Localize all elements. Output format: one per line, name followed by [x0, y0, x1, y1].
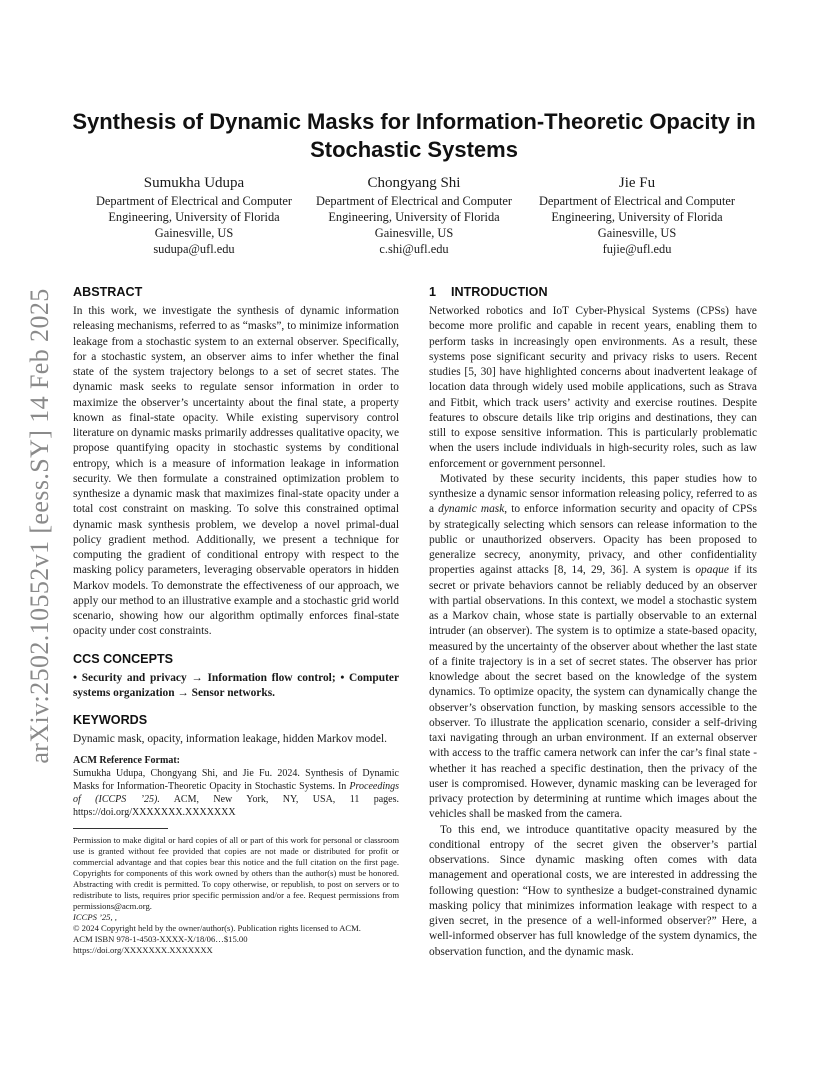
author-block-3 — [525, 174, 749, 257]
intro-paragraph-2 — [429, 472, 757, 823]
acm-reference-part: ACM, New York, NY, USA, 11 pages. https://doi.org/XXXXXXX.XXXXXXX — [73, 794, 400, 819]
author-affiliation: Department of Electrical and Computer Engineering, University of Florida — [95, 194, 293, 224]
author-block-2 — [302, 174, 526, 257]
keywords-heading: KEYWORDS — [73, 713, 148, 727]
acm-reference-text — [73, 767, 399, 819]
venue-text: ICCPS ’25, , — [73, 912, 117, 923]
copyright-line: © 2024 Copyright held by the owner/author(s). Publication rights licensed to ACM. — [73, 923, 361, 934]
permission-notice: Permission to make digital or hard copies of all or part of this work for personal or classroom use is granted without fee provided that copies are not made or distributed for profit or commercial advantage and that copies bear this notice and the full citation on the first page. Copyrights for components of this work owned by others than the author(s) must be honored. Abstracting with credit is permitted. To copy otherwise, or republish, to post on servers or to redistribute to lists, requires prior specific permission and/or a fee. Request permissions from permissions@acm.org. — [73, 835, 399, 912]
ccs-heading: CCS CONCEPTS — [73, 651, 174, 666]
venue-line — [73, 912, 399, 923]
left-column — [73, 284, 399, 956]
section-number: 1 — [429, 285, 437, 299]
intro-paragraph-3: To this end, we introduce quantitative opacity measured by the conditional entropy of the secret given the observer’s partial observations. Since dynamic masking often comes with data management and operational costs, we are interested in addressing the following question: “How to synthesize a budget-constrained dynamic masking policy that minimizes information leakage with respect to a given secret, in the presence of a well-informed observer?” Here, a well-informed observer has full knowledge of the system dynamics, the observation function, and the dynamic mask. — [429, 823, 757, 958]
abstract-text: In this work, we investigate the synthesis of dynamic information releasing mechanisms, referred to as “masks”, to minimize information leakage from a stochastic system to an external observer. Specifically, for a stochastic system, an observer aims to infer whether the final state of the system trajectory belongs to a set of secret states. The dynamic mask seeks to regulate sensor information in order to maximize the observer’s uncertainty about the final state, a property known as final-state opacity. While existing supervisory control literature on dynamic masks primarily addresses qualitative opacity, we propose quantifying opacity in stochastic systems by conditional entropy, which is a measure of information leakage in information security. We then formulate a constrained optimization problem to synthesize a dynamic mask that maximizes final-state opacity under a total cost constraint on masking. To solve this constrained optimal dynamic mask synthesis problem, we develop a novel primal-dual policy gradient method. Additionally, we present a technique for computing the gradient of conditional entropy with respect to the masking policy parameters, leveraging observable operators in hidden Markov models. To demonstrate the effectiveness of our approach, we apply our method to an illustrative example and a stochastic grid world scenario, showing how our algorithm optimally enforces final-state opacity under cost constraints. — [73, 305, 400, 638]
footnote-divider — [73, 828, 168, 829]
author-affiliation: Department of Electrical and Computer Engineering, University of Florida — [315, 194, 513, 224]
intro-emphasis: opaque — [695, 564, 729, 577]
author-location: Gainesville, US — [597, 226, 677, 240]
permission-block — [73, 835, 399, 956]
intro-paragraph-1: Networked robotics and IoT Cyber-Physical Systems (CPSs) have become more prolific and capable in recent years, enabling them to perform tasks in increasingly open environments. As a result, these systems pose significant security and privacy risks to users. Recent studies [5, 30] have highlighted concerns about inadvertent leakage of location data through widely used mobile applications, such as Strava and Fitbit, which track users’ activity and exercise routines. Despite features to obscure details like trip origins and destinations, they can still to expose sensitive information. This is particularly problematic when the users include individuals in high-security roles, such as law enforcement or government personnel. — [429, 305, 757, 470]
intro-emphasis: dynamic mask — [438, 503, 505, 516]
section-title: INTRODUCTION — [451, 285, 548, 299]
arxiv-stamp — [8, 268, 72, 783]
acm-reference-proceedings: Proceedings of (ICCPS ’25). — [73, 781, 399, 806]
author-name: Sumukha Udupa — [143, 175, 245, 191]
author-block-1 — [82, 174, 306, 257]
intro-text: Motivated by these security incidents, this paper studies how to synthesize a dynamic sensor information releasing policy, referred to as a — [429, 472, 757, 516]
acm-reference-part: Sumukha Udupa, Chongyang Shi, and Jie Fu. 2024. Synthesis of Dynamic Masks for Information-Theoretic Opacity in Stochastic Systems. In — [73, 768, 399, 793]
abstract-heading: ABSTRACT — [73, 285, 143, 299]
author-email[interactable]: fujie@ufl.edu — [602, 242, 672, 256]
arxiv-identifier: arXiv:2502.10552v1 [eess.SY] 14 Feb 2025 — [25, 287, 54, 764]
intro-text: if its secret or private behaviors cannot be reliably deduced by an observer with partial observations. In this context, we model a stochastic system as a Markov chain, whose state is partially observable to an external intruder (an observer). The system is to optimize a state-based opacity, measured by the uncertainty of the observer about whether the last state of a finite trajectory is in a set of secret states. The observer has prior knowledge about the secret based on the knowledge of the system dynamics. To optimize opacity, the system can dynamically change the observer’s observation function, by masking sensors accessible to the observer. To illustrate the application scenario, consider a self-driving taxi navigating through an urban environment. If an external observer with access to the traffic camera network can infer the car’s final state - whether it has reached a specific destination, then the privacy of the user is compromised. However, dynamic masking can be leveraged for privacy protection by determining at runtime which images about the vehicles shall be masked from the camera. — [429, 564, 757, 821]
author-location: Gainesville, US — [154, 226, 234, 240]
ccs-concepts-text: • Security and privacy → Information flow control; • Computer systems organization → Sensor networks. — [73, 671, 399, 699]
keywords-text: Dynamic mask, opacity, information leakage, hidden Markov model. — [73, 733, 387, 745]
isbn-line: ACM ISBN 978-1-4503-XXXX-X/18/06…$15.00 — [73, 934, 248, 945]
author-email[interactable]: c.shi@ufl.edu — [379, 242, 449, 256]
right-column — [429, 284, 757, 960]
introduction-heading — [429, 284, 757, 300]
author-location: Gainesville, US — [374, 226, 454, 240]
paper-title: Synthesis of Dynamic Masks for Information-Theoretic Opacity in Stochastic Systems — [72, 109, 756, 162]
author-name: Chongyang Shi — [367, 175, 461, 191]
author-name: Jie Fu — [618, 175, 656, 191]
author-affiliation: Department of Electrical and Computer Engineering, University of Florida — [538, 194, 736, 224]
intro-text: , to enforce information security and opacity of CPSs by strategically selecting which sensors can release information to the public or unauthorized observers. Opacity has been proposed to generalize secrecy, anonymity, privacy, and other confidentiality properties against attacks [8, 14, 29, 36]. A system is — [429, 503, 757, 577]
author-email[interactable]: sudupa@ufl.edu — [153, 242, 235, 256]
acm-reference-heading: ACM Reference Format: — [73, 755, 180, 767]
doi-line[interactable]: https://doi.org/XXXXXXX.XXXXXXX — [73, 945, 213, 956]
